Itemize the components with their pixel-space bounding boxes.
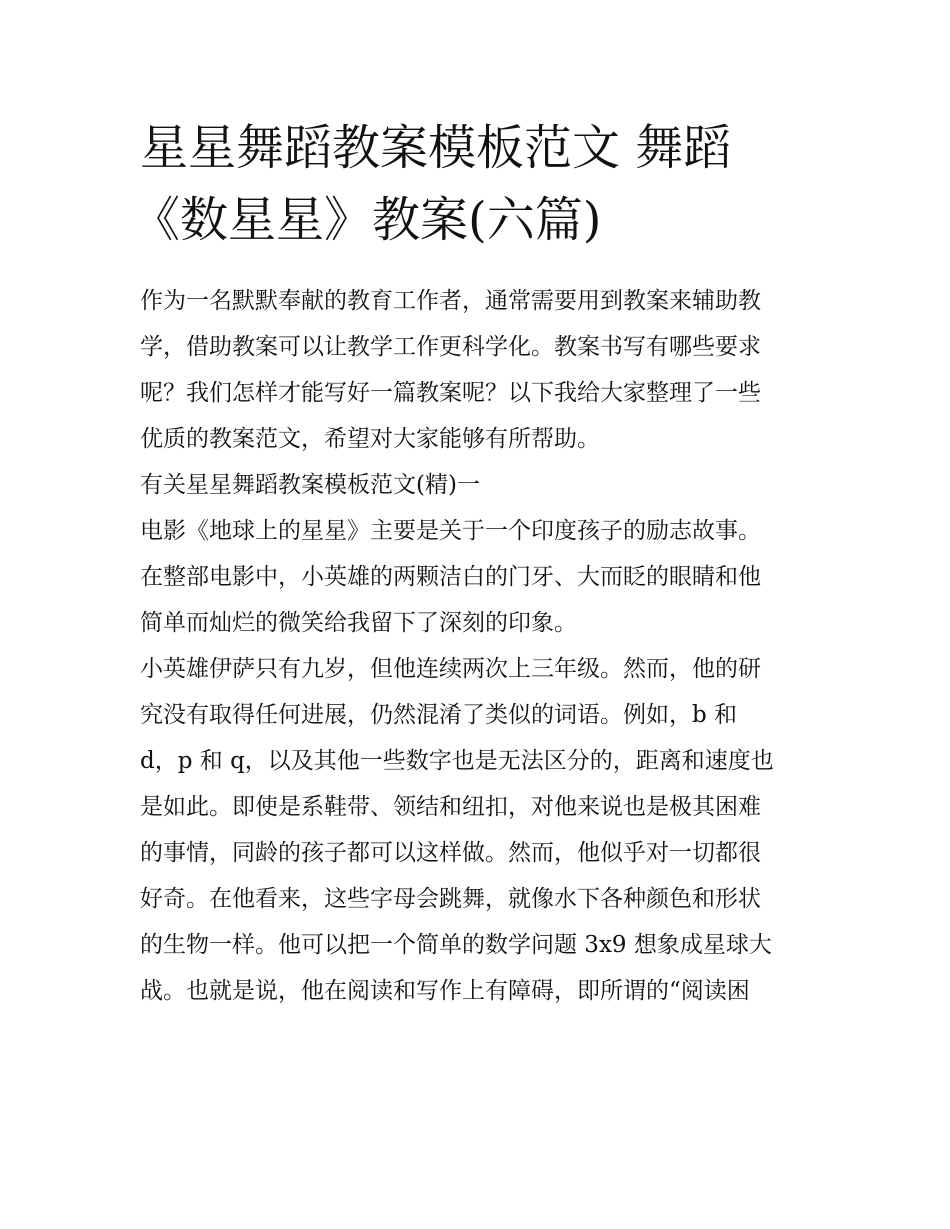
text-line: 简单而灿烂的微笑给我留下了深刻的印象。 — [140, 610, 577, 636]
text-line: 战。也就是说，他在阅读和写作上有障碍，即所谓的“阅读困 — [140, 978, 750, 1004]
text-line: 的事情，同龄的孩子都可以这样做。然而，他似乎对一切都很 — [140, 840, 761, 866]
text-line: 呢？我们怎样才能写好一篇教案呢？以下我给大家整理了一些 — [140, 380, 761, 406]
text-line: 是如此。即使是系鞋带、领结和纽扣，对他来说也是极其困难 — [140, 794, 761, 820]
text-line: 电影《地球上的星星》主要是关于一个印度孩子的励志故事。 — [140, 518, 761, 544]
text-line: 小英雄伊萨只有九岁，但他连续两次上三年级。然而，他的研 — [140, 656, 761, 682]
text-line: 在整部电影中，小英雄的两颗洁白的门牙、大而眨的眼睛和他 — [140, 564, 761, 590]
text-line: 好奇。在他看来，这些字母会跳舞，就像水下各种颜色和形状 — [140, 886, 761, 912]
text-line: 有关星星舞蹈教案模板范文(精)一 — [140, 472, 480, 498]
section-heading — [140, 462, 812, 508]
text-line: 优质的教案范文，希望对大家能够有所帮助。 — [140, 426, 600, 452]
title-line-1: 星星舞蹈教案模板范文 舞蹈 — [140, 120, 732, 176]
text-line: d，p 和 q，以及其他一些数字也是无法区分的，距离和速度也 — [140, 748, 774, 774]
intro-paragraph — [140, 278, 812, 462]
text-line: 究没有取得任何进展，仍然混淆了类似的词语。例如，b 和 — [140, 702, 738, 728]
document-body — [140, 278, 812, 1014]
text-line: 的生物一样。他可以把一个简单的数学问题 3x9 想象成星球大 — [140, 932, 772, 958]
text-line: 学，借助教案可以让教学工作更科学化。教案书写有哪些要求 — [140, 334, 761, 360]
story-paragraph — [140, 646, 812, 1014]
title-line-2: 《数星星》教案(六篇) — [132, 192, 602, 248]
film-intro-paragraph — [140, 508, 812, 646]
text-line: 作为一名默默奉献的教育工作者，通常需要用到教案来辅助教 — [140, 288, 761, 314]
document-title — [132, 112, 820, 256]
